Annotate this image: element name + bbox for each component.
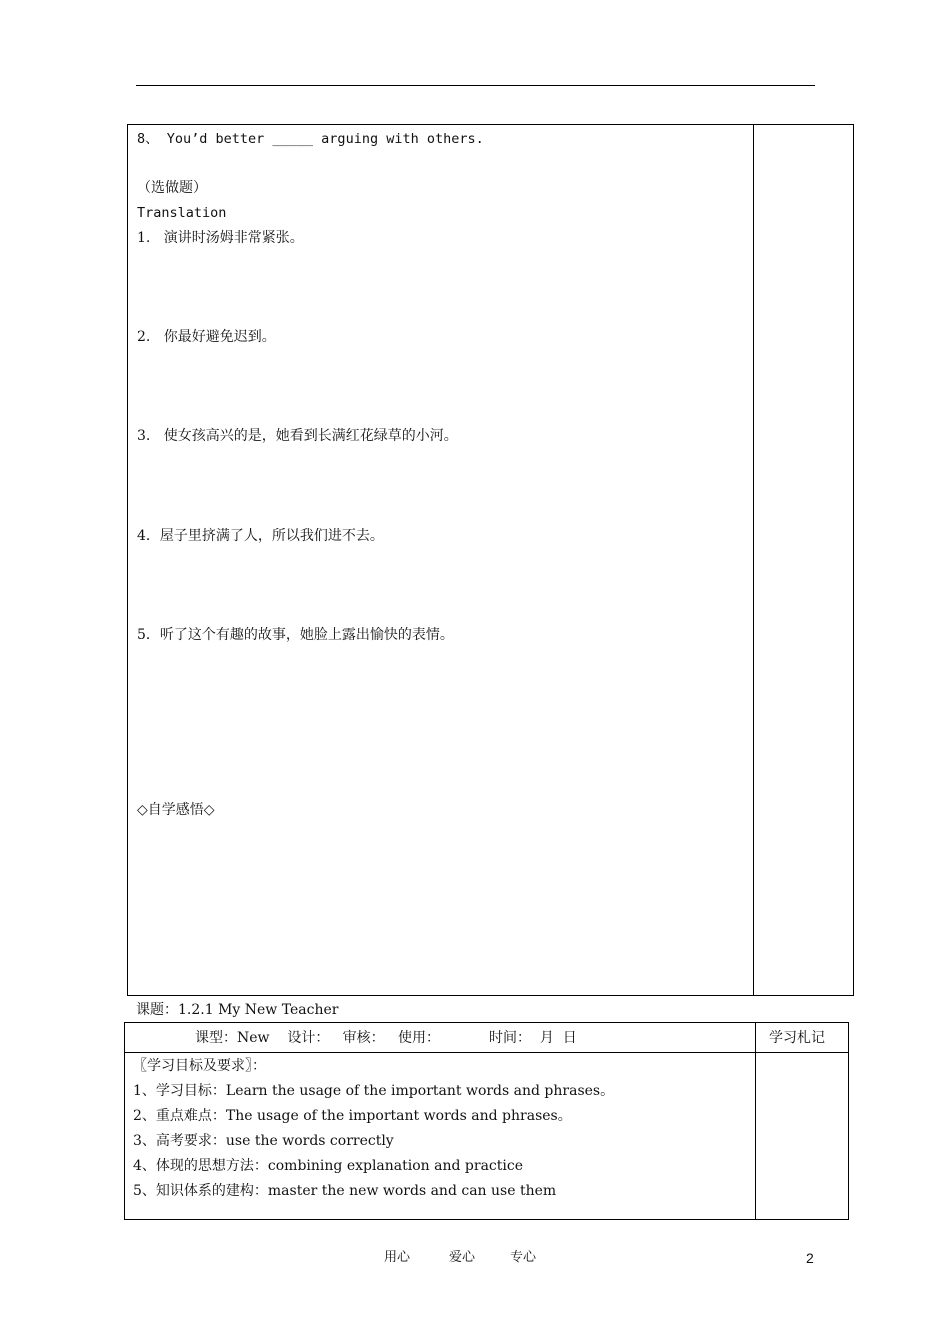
footer-motto-2: 爱心 <box>449 1250 476 1265</box>
translation-heading: Translation <box>137 205 227 221</box>
objective-4: 4、体现的思想方法：combining explanation and practice <box>133 1158 523 1174</box>
footer-motto-3: 专心 <box>510 1250 537 1265</box>
translation-item-5: 5．听了这个有趣的故事，她脸上露出愉快的表情。 <box>137 627 454 643</box>
question-8: 8、 You’d better _____ arguing with others. <box>137 131 484 147</box>
footer-motto-1: 用心 <box>384 1250 411 1265</box>
exercise-table <box>127 124 854 996</box>
header-rule <box>136 85 815 86</box>
translation-item-4: 4．屋子里挤满了人，所以我们进不去。 <box>137 528 384 544</box>
notes-column-divider <box>755 1023 756 1219</box>
reflection-label: ◇自学感悟◇ <box>137 802 215 818</box>
lesson-title: 课题：1.2.1 My New Teacher <box>136 1002 339 1018</box>
objectives-heading: 〖学习目标及要求〗： <box>133 1058 266 1074</box>
page-number: 2 <box>806 1250 814 1266</box>
objective-2: 2、重点难点：The usage of the important words and phrases。 <box>133 1108 572 1124</box>
translation-item-2: 2. 你最好避免迟到。 <box>137 329 276 345</box>
notes-header: 学习札记 <box>769 1030 825 1046</box>
objective-1: 1、学习目标：Learn the usage of the important words and phrases。 <box>133 1083 615 1099</box>
objectives-table <box>124 1022 849 1220</box>
translation-item-1: 1. 演讲时汤姆非常紧张。 <box>137 230 304 246</box>
translation-item-3: 3. 使女孩高兴的是，她看到长满红花绿草的小河。 <box>137 428 458 444</box>
objective-3: 3、高考要求：use the words correctly <box>133 1133 394 1149</box>
notes-column-divider <box>753 125 754 995</box>
objective-5: 5、知识体系的建构：master the new words and can use them <box>133 1183 557 1199</box>
optional-label: （选做题） <box>137 180 207 196</box>
header-row-rule <box>125 1052 848 1053</box>
lesson-info-header: 课型：New 设计： 审核： 使用： 时间： 月 日 <box>195 1030 577 1046</box>
